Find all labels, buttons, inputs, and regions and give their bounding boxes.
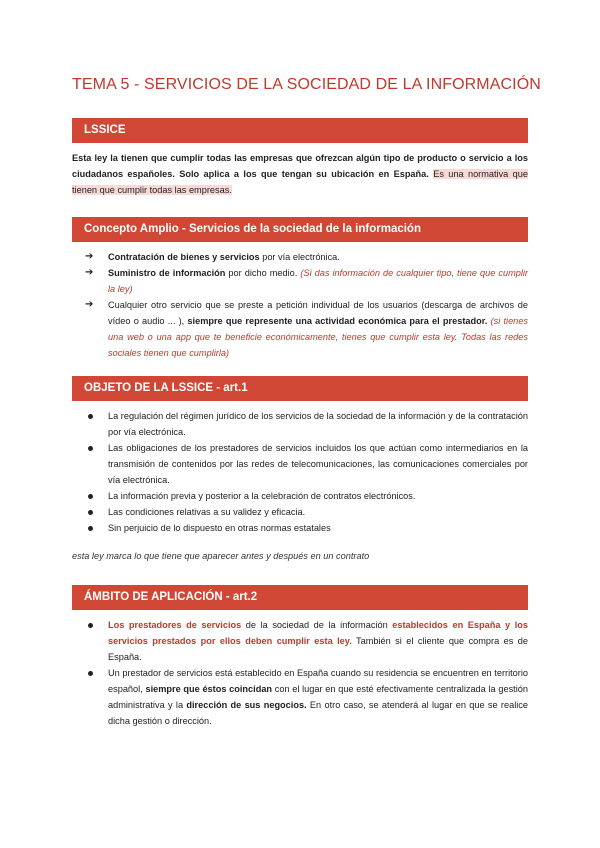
lssice-paragraph xyxy=(72,150,528,198)
item-text: Cualquier otro servicio que se preste a petición individual de los usuarios (descarga de archivos de vídeo o audio ... ), xyxy=(108,300,528,326)
arrow-right-icon: ➔ xyxy=(85,299,94,310)
bullet-dot-icon xyxy=(88,526,93,531)
section-heading-objeto: OBJETO DE LA LSSICE - art.1 xyxy=(72,376,528,401)
item-bold: Suministro de información xyxy=(108,268,226,278)
ambito-list xyxy=(72,617,528,729)
item-note: (si tienes una web o una app que te beneficie económicamente, tienes que cumplir esta ley. Todas las redes sociales tienen que cumplirla) xyxy=(108,316,529,358)
item-note: (Si das información de cualquier tipo, tiene que cumplir la ley) xyxy=(108,268,528,294)
section-heading-ambito: ÁMBITO DE APLICACIÓN - art.2 xyxy=(72,585,528,610)
item-text: También si el cliente que compra es de España. xyxy=(108,636,528,662)
item-bold: dirección de sus negocios. xyxy=(186,700,307,710)
item-text: En otro caso, se atenderá al lugar en que se realice dicha gestión o dirección. xyxy=(108,700,528,726)
list-item xyxy=(72,665,528,729)
section-heading-lssice: LSSICE xyxy=(72,118,528,143)
item-text: por vía electrónica. xyxy=(259,252,340,262)
item-text: por dicho medio. xyxy=(225,268,301,278)
list-item xyxy=(72,265,528,297)
item-text: La regulación del régimen jurídico de los servicios de la sociedad de la información y de la contratación por vía electrónica. xyxy=(108,411,528,437)
list-item xyxy=(72,504,528,520)
page-title: TEMA 5 - SERVICIOS DE LA SOCIEDAD DE LA INFORMACIÓN xyxy=(72,76,541,93)
item-text: Sin perjuicio de lo dispuesto en otras normas estatales xyxy=(108,523,331,533)
item-text: de la sociedad de la información xyxy=(241,620,393,630)
concepto-list xyxy=(72,249,528,361)
lssice-text: Esta ley la tienen que cumplir todas las empresas que ofrezcan algún tipo de producto o servicio a los ciudadanos españoles. Solo aplica a los que tengan su ubicación en España. xyxy=(72,153,528,179)
bullet-dot-icon xyxy=(88,414,93,419)
item-text: con el lugar en que esté efectivamente centralizada la gestión administrativa y la xyxy=(108,684,528,710)
item-bold: siempre que éstos coincidan xyxy=(145,684,273,694)
item-red: Los prestadores de servicios xyxy=(108,620,242,630)
item-bold: Contratación de bienes y servicios xyxy=(108,252,260,262)
bullet-dot-icon xyxy=(88,623,93,628)
objeto-note: esta ley marca lo que tiene que aparecer antes y después en un contrato xyxy=(72,551,370,561)
list-item xyxy=(72,440,528,488)
lssice-highlight: Es una normativa que tienen que cumplir todas las empresas. xyxy=(72,169,528,195)
list-item xyxy=(72,520,528,536)
objeto-list xyxy=(72,408,528,536)
item-text: Las condiciones relativas a su validez y eficacia. xyxy=(108,507,306,517)
item-text: Las obligaciones de los prestadores de servicios incluidos los que actúan como intermediarios en la transmisión de contenidos por las redes de telecomunicaciones, las comunicaciones comerciales por vía electrónica. xyxy=(108,443,528,485)
bullet-dot-icon xyxy=(88,494,93,499)
item-text: La información previa y posterior a la celebración de contratos electrónicos. xyxy=(108,491,416,501)
item-text: Un prestador de servicios está establecido en España cuando su residencia se encuentren en territorio español, xyxy=(108,668,528,694)
item-bold: siempre que represente una actividad económica para el prestador. xyxy=(187,316,488,326)
bullet-dot-icon xyxy=(88,446,93,451)
list-item xyxy=(72,488,528,504)
arrow-right-icon: ➔ xyxy=(85,251,94,262)
section-heading-concepto: Concepto Amplio - Servicios de la sociedad de la información xyxy=(72,217,528,242)
list-item xyxy=(72,408,528,440)
list-item xyxy=(72,249,528,265)
list-item xyxy=(72,617,528,665)
arrow-right-icon: ➔ xyxy=(85,267,94,278)
bullet-dot-icon xyxy=(88,510,93,515)
item-red: establecidos en España y los servicios prestados por ellos deben cumplir esta ley. xyxy=(108,620,528,646)
bullet-dot-icon xyxy=(88,671,93,676)
list-item xyxy=(72,297,528,361)
